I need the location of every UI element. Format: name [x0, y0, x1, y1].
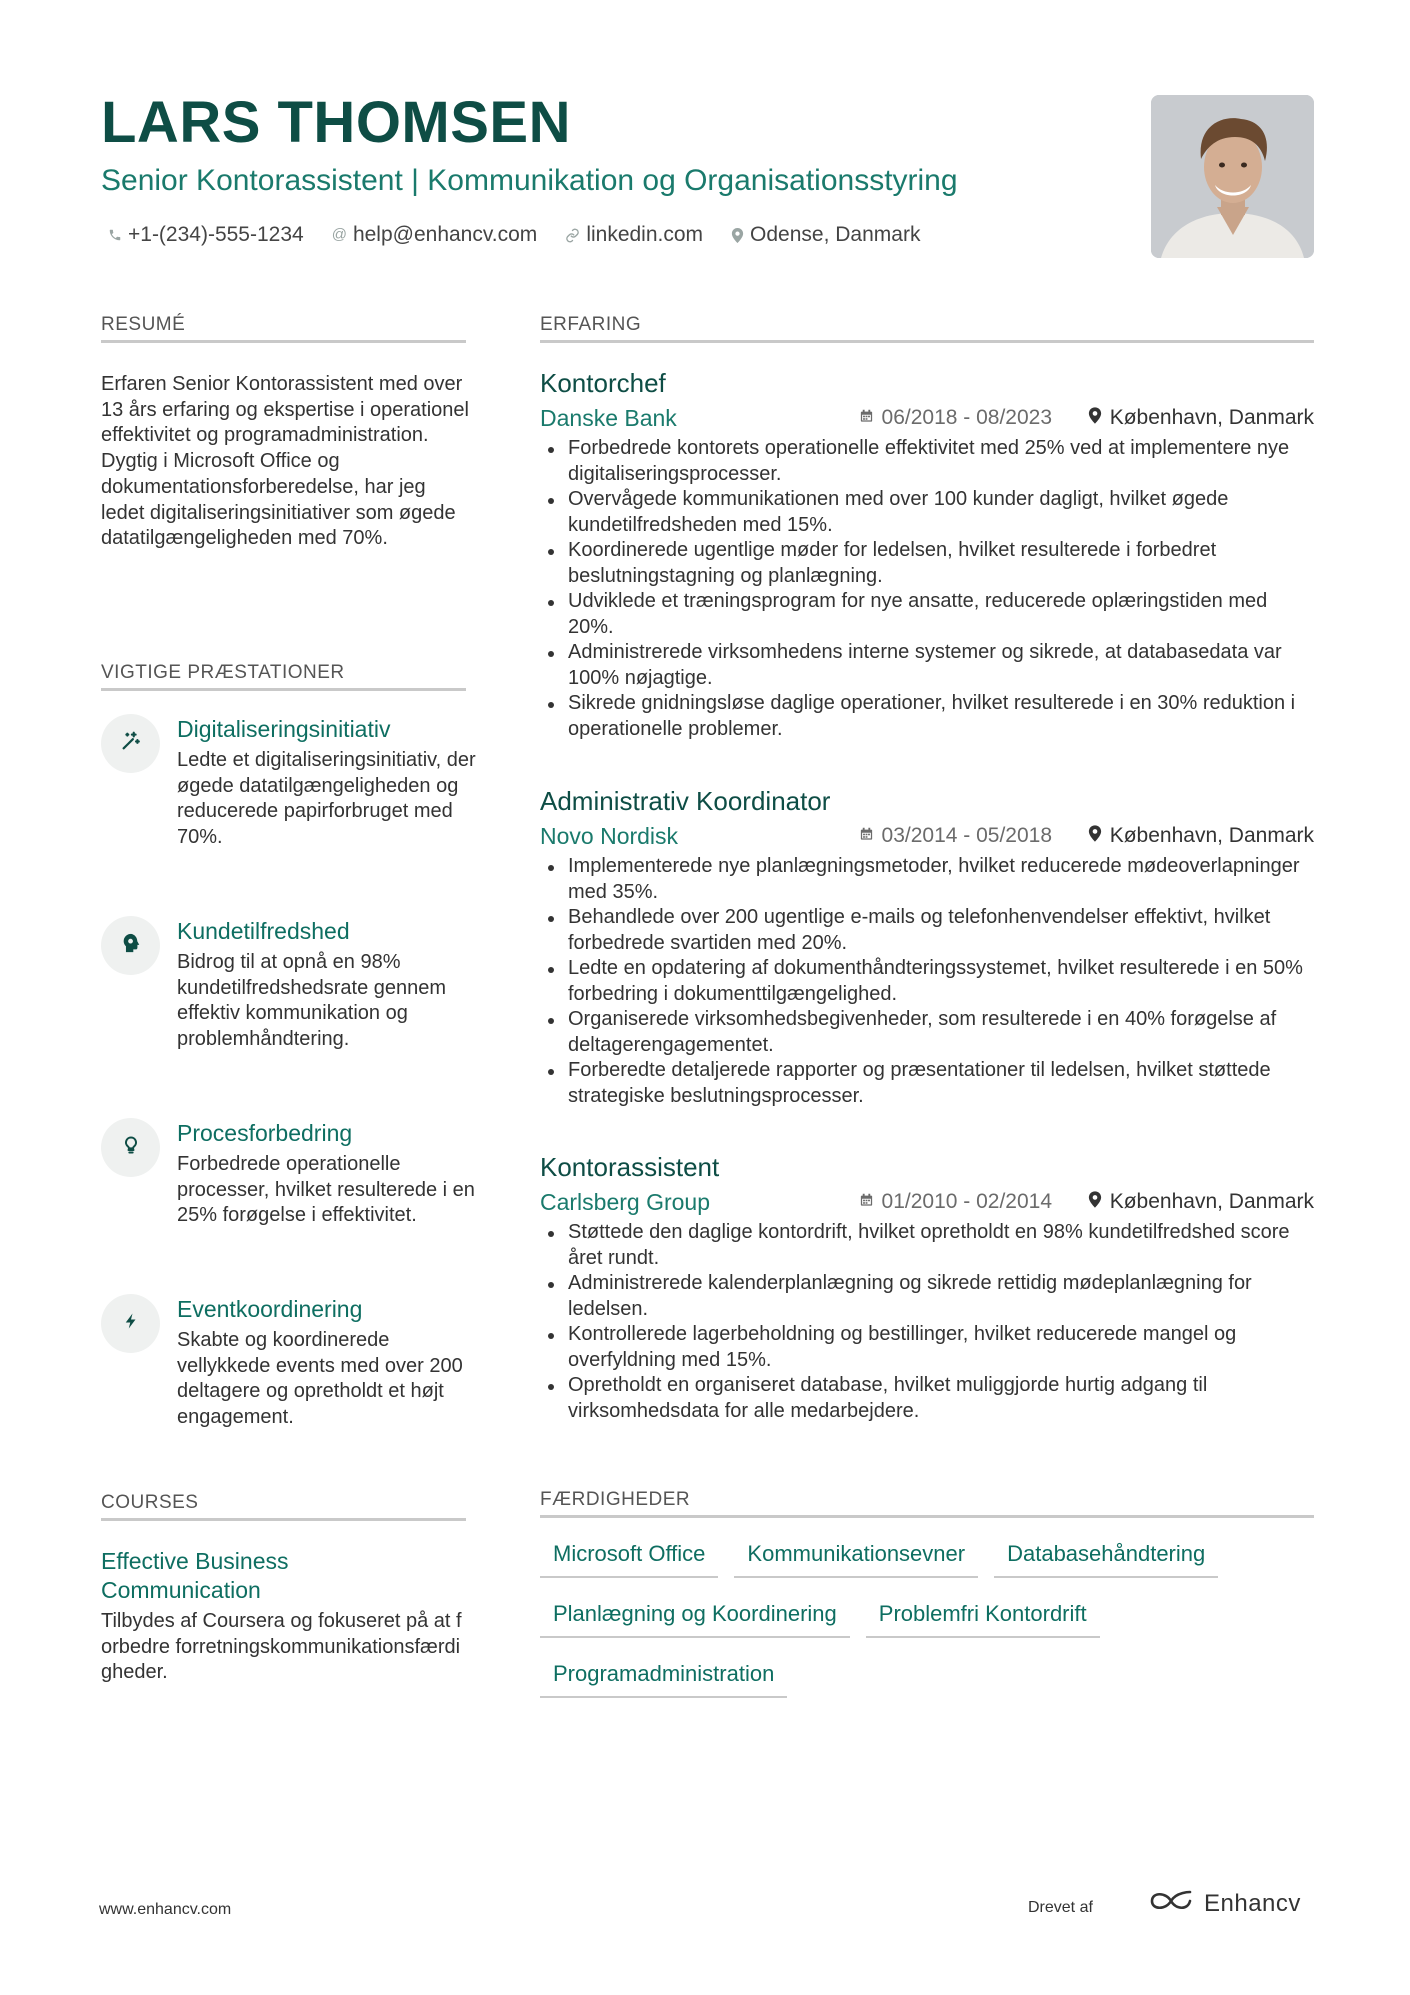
job-bullet: Overvågede kommunikationen med over 100 kunder dagligt, hvilket øgede kundetilfredsheden med 15%.: [568, 487, 1314, 538]
job-location: [1088, 1186, 1314, 1218]
job-bullet: Udviklede et træningsprogram for nye ansatte, reducerede oplæringstiden med 20%.: [568, 589, 1314, 640]
location-pin-icon: [1088, 820, 1102, 852]
job-dates-text: 01/2010 - 02/2014: [881, 1190, 1052, 1213]
achievement-desc: Forbedrede operationelle processer, hvilket resulterede i en 25% forøgelse i effektivitet.: [177, 1153, 475, 1227]
enhancv-logo[interactable]: [1148, 1888, 1301, 1919]
job-company: Carlsberg Group: [540, 1189, 711, 1215]
skill-tag: Databasehåndtering: [994, 1540, 1218, 1578]
job-bullet: Implementerede nye planlægningsmetoder, hvilket reducerede mødeoverlapninger med 35%.: [568, 854, 1314, 905]
skills-section-title: FÆRDIGHEDER: [540, 1489, 1314, 1518]
contact-email-text: help@enhancv.com: [352, 223, 538, 246]
job-bullet: Administrerede kalenderplanlægning og sikrede rettidig mødeplanlægning for ledelsen.: [568, 1271, 1314, 1322]
infinity-logo-icon: [1148, 1888, 1194, 1919]
achievement-title: Procesforbedring: [177, 1120, 353, 1146]
skills-row: [540, 1540, 1320, 1578]
profile-photo: [1151, 95, 1314, 258]
location-pin-icon: [1088, 1186, 1102, 1218]
job-bullet: Kontrollerede lagerbeholdning og bestillinger, hvilket reducerede mangel og overfyldning med 15%.: [568, 1322, 1314, 1373]
job-role: Kontorassistent: [540, 1152, 720, 1182]
experience-entry: [540, 1150, 1314, 1424]
contact-location: [731, 220, 920, 250]
job-bullet: Støttede den daglige kontordrift, hvilket opretholdt en 98% kundetilfredshed score året rundt.: [568, 1220, 1314, 1271]
brand-name: Enhancv: [1204, 1889, 1301, 1917]
job-meta: [540, 402, 1314, 436]
job-location: [1088, 820, 1314, 852]
courses-section-title: COURSES: [101, 1492, 466, 1521]
achievement-title: Kundetilfredshed: [177, 918, 350, 944]
job-bullet: Administrerede virksomhedens interne systemer og sikrede, at databasedata var 100% nøjagtige.: [568, 640, 1314, 691]
job-meta: [540, 1186, 1314, 1220]
phone-icon: [108, 228, 122, 242]
experience-section-title: ERFARING: [540, 314, 1314, 343]
lightbulb-icon: [121, 1134, 141, 1161]
skill-tag: Planlægning og Koordinering: [540, 1600, 850, 1638]
contact-phone: [108, 220, 304, 250]
location-pin-icon: [731, 228, 744, 243]
contact-email[interactable]: [332, 220, 538, 250]
job-dates-text: 03/2014 - 05/2018: [881, 824, 1052, 847]
experience-entry: [540, 784, 1314, 1109]
job-role: Administrativ Koordinator: [540, 786, 831, 816]
skill-tag: Problemfri Kontordrift: [866, 1600, 1100, 1638]
contact-linkedin-text: linkedin.com: [586, 223, 704, 246]
course-desc: Tilbydes af Coursera og fokuseret på at forbedre forretningskommunikationsfærdigheder.: [101, 1610, 462, 1684]
job-company: Danske Bank: [540, 405, 677, 431]
job-bullet: Ledte en opdatering af dokumenthåndteringssystemet, hvilket resulterede i en 50% forbedring i dokumenttilgængelighed.: [568, 956, 1314, 1007]
magic-wand-icon: [120, 730, 142, 757]
contact-bar: [108, 220, 920, 250]
calendar-icon: [859, 402, 874, 434]
achievement-icon-bubble: [101, 714, 160, 773]
skill-tag: Kommunikationsevner: [734, 1540, 978, 1578]
job-dates-text: 06/2018 - 08/2023: [881, 406, 1052, 429]
location-pin-icon: [1088, 402, 1102, 434]
job-location: [1088, 402, 1314, 434]
at-icon: @: [331, 226, 347, 243]
job-location-text: København, Danmark: [1109, 824, 1314, 847]
job-dates: [859, 1186, 1052, 1218]
lightning-icon: [122, 1310, 140, 1337]
job-role: Kontorchef: [540, 368, 666, 398]
achievement-desc: Skabte og koordinerede vellykkede events med over 200 deltagere og opretholdt et højt engagement.: [177, 1329, 463, 1429]
contact-linkedin[interactable]: [565, 220, 703, 250]
candidate-name: LARS THOMSEN: [101, 90, 571, 155]
achievement-icon-bubble: [101, 1118, 160, 1177]
experience-entry: [540, 366, 1314, 742]
job-meta: [540, 820, 1314, 854]
achievement-icon-bubble: [101, 916, 160, 975]
job-bullet: Behandlede over 200 ugentlige e-mails og telefonhenvendelser effektivt, hvilket forbedrede svartiden med 20%.: [568, 905, 1314, 956]
achievements-section-title: VIGTIGE PRÆSTATIONER: [101, 662, 466, 691]
job-dates: [859, 820, 1052, 852]
calendar-icon: [859, 1186, 874, 1218]
course-title: Effective Business Communication: [101, 1548, 289, 1603]
job-bullet: Sikrede gnidningsløse daglige operationer, hvilket resulterede i en 30% reduktion i operationelle problemer.: [568, 691, 1314, 742]
footer-url[interactable]: www.enhancv.com: [99, 1901, 232, 1918]
job-bullet: Forbedrede kontorets operationelle effektivitet med 25% ved at implementere nye digitaliseringsprocesser.: [568, 436, 1314, 487]
skills-row: [540, 1600, 1320, 1638]
achievement-desc: Ledte et digitaliseringsinitiativ, der øgede datatilgængeligheden og reducerede papirforbruget med 70%.: [177, 749, 476, 849]
summary-text: Erfaren Senior Kontorassistent med over 13 års erfaring og ekspertise i operationel effektivitet og programadministration. Dygtig i Microsoft Office og dokumentationsforberedelse, har jeg ledet digitaliseringsinitiativer som øgede datatilgængeligheden med 70%.: [101, 373, 469, 550]
contact-phone-text: +1-(234)-555-1234: [128, 223, 304, 246]
headline: Senior Kontorassistent | Kommunikation og Organisationsstyring: [101, 164, 958, 197]
job-bullet: Koordinerede ugentlige møder for ledelsen, hvilket resulterede i forbedret beslutningstagning og planlægning.: [568, 538, 1314, 589]
job-location-text: København, Danmark: [1109, 406, 1314, 429]
link-icon: [565, 228, 580, 243]
job-bullets: [540, 854, 1314, 1109]
job-bullet: Forberedte detaljerede rapporter og præsentationer til ledelsen, hvilket støttede strategiske beslutningsprocesser.: [568, 1058, 1314, 1109]
head-gear-icon: [120, 932, 142, 959]
job-company: Novo Nordisk: [540, 823, 679, 849]
summary-section-title: RESUMÉ: [101, 314, 466, 343]
job-location-text: København, Danmark: [1109, 1190, 1314, 1213]
achievement-title: Digitaliseringsinitiativ: [177, 716, 391, 742]
skills-list: [540, 1540, 1320, 1720]
calendar-icon: [859, 820, 874, 852]
skill-tag: Microsoft Office: [540, 1540, 718, 1578]
job-bullet: Opretholdt en organiseret database, hvilket muliggjorde hurtig adgang til virksomhedsdata for alle medarbejdere.: [568, 1373, 1314, 1424]
job-bullet: Organiserede virksomhedsbegivenheder, som resulterede i en 40% forøgelse af deltagerengagementet.: [568, 1007, 1314, 1058]
skills-row: [540, 1660, 1320, 1698]
skill-tag: Programadministration: [540, 1660, 787, 1698]
achievement-icon-bubble: [101, 1294, 160, 1353]
job-bullets: [540, 1220, 1314, 1424]
job-bullets: [540, 436, 1314, 742]
achievement-title: Eventkoordinering: [177, 1296, 363, 1322]
contact-location-text: Odense, Danmark: [750, 223, 921, 246]
job-dates: [859, 402, 1052, 434]
footer-powered-by: Drevet af: [1028, 1899, 1093, 1916]
achievement-desc: Bidrog til at opnå en 98% kundetilfredshedsrate gennem effektiv kommunikation og problemhåndtering.: [177, 951, 447, 1051]
